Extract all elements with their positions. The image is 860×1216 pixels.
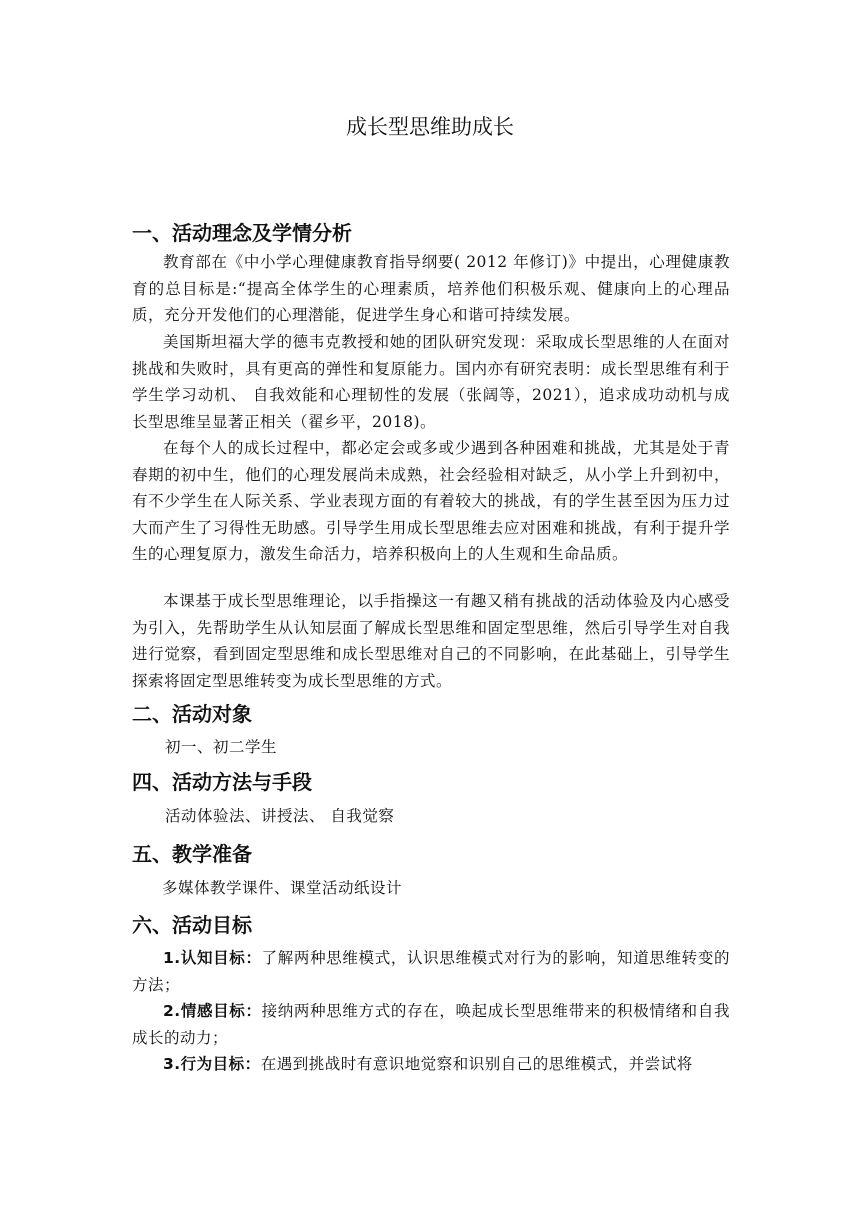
goal-text: 在遇到挑战时有意识地觉察和识别自己的思维模式，并尝试将: [260, 1055, 693, 1073]
goal-text: 了解两种思维模式，认识思维模式对行为的影响，知道思维转变的方法；: [132, 949, 730, 994]
goal-label: 3.行为目标：: [163, 1055, 261, 1073]
section-heading-preparation: 五、教学准备: [132, 842, 252, 866]
document-title: 成长型思维助成长: [346, 115, 514, 139]
preparation-text: 多媒体教学课件、课堂活动纸设计: [162, 879, 403, 897]
paragraph: 美国斯坦福大学的德韦克教授和她的团队研究发现：采取成长型思维的人在面对挑战和失败时，具有更高的弹性和复原能力。国内亦有研究表明：成长型思维有利于学生学习动机、 自我效能和心理韧性的发展（张阔等，2021），追求成功动机与成长型思维呈显著正相关（翟乡平，2018)。: [132, 333, 730, 431]
paragraph: 本课基于成长型思维理论，以手指操这一有趣又稍有挑战的活动体验及内心感受为引入，先帮助学生从认知层面了解成长型思维和固定型思维，然后引导学生对自我进行觉察，看到固定型思维和成长型思维对自己的不同影响，在此基础上，引导学生探索将固定型思维转变为成长型思维的方式。: [132, 592, 730, 690]
section-heading-goals: 六、活动目标: [132, 913, 252, 937]
section-heading-methods: 四、活动方法与手段: [132, 770, 312, 794]
goal-item: [132, 998, 730, 1051]
section-heading-concept: 一、活动理念及学情分析: [132, 221, 352, 245]
audience-text: 初一、初二学生: [165, 738, 278, 756]
goal-label: 2.情感目标：: [163, 1002, 262, 1020]
paragraph: 在每个人的成长过程中，都必定会或多或少遇到各种困难和挑战，尤其是处于青春期的初中生，他们的心理发展尚未成熟，社会经验相对缺乏，从小学上升到初中，有不少学生在人际关系、学业表现方面的有着较大的挑战，有的学生甚至因为压力过大而产生了习得性无助感。引导学生用成长型思维去应对困难和挑战，有利于提升学生的心理复原力，激发生命活力，培养积极向上的人生观和生命品质。: [132, 439, 730, 564]
goal-item: [132, 1051, 730, 1078]
methods-text: 活动体验法、讲授法、 自我觉察: [165, 807, 395, 825]
paragraph: 教育部在《中小学心理健康教育指导纲要( 2012 年修订)》中提出，心理健康教育的总目标是:“提高全体学生的心理素质，培养他们积极乐观、健康向上的心理品质，充分开发他们的心理潜能，促进学生身心和谐可持续发展。: [132, 253, 730, 325]
goal-item: [132, 945, 730, 998]
goal-text: 接纳两种思维方式的存在，唤起成长型思维带来的积极情绪和自我成长的动力；: [132, 1002, 730, 1047]
section-heading-audience: 二、活动对象: [132, 702, 252, 726]
goal-label: 1.认知目标：: [163, 949, 262, 967]
